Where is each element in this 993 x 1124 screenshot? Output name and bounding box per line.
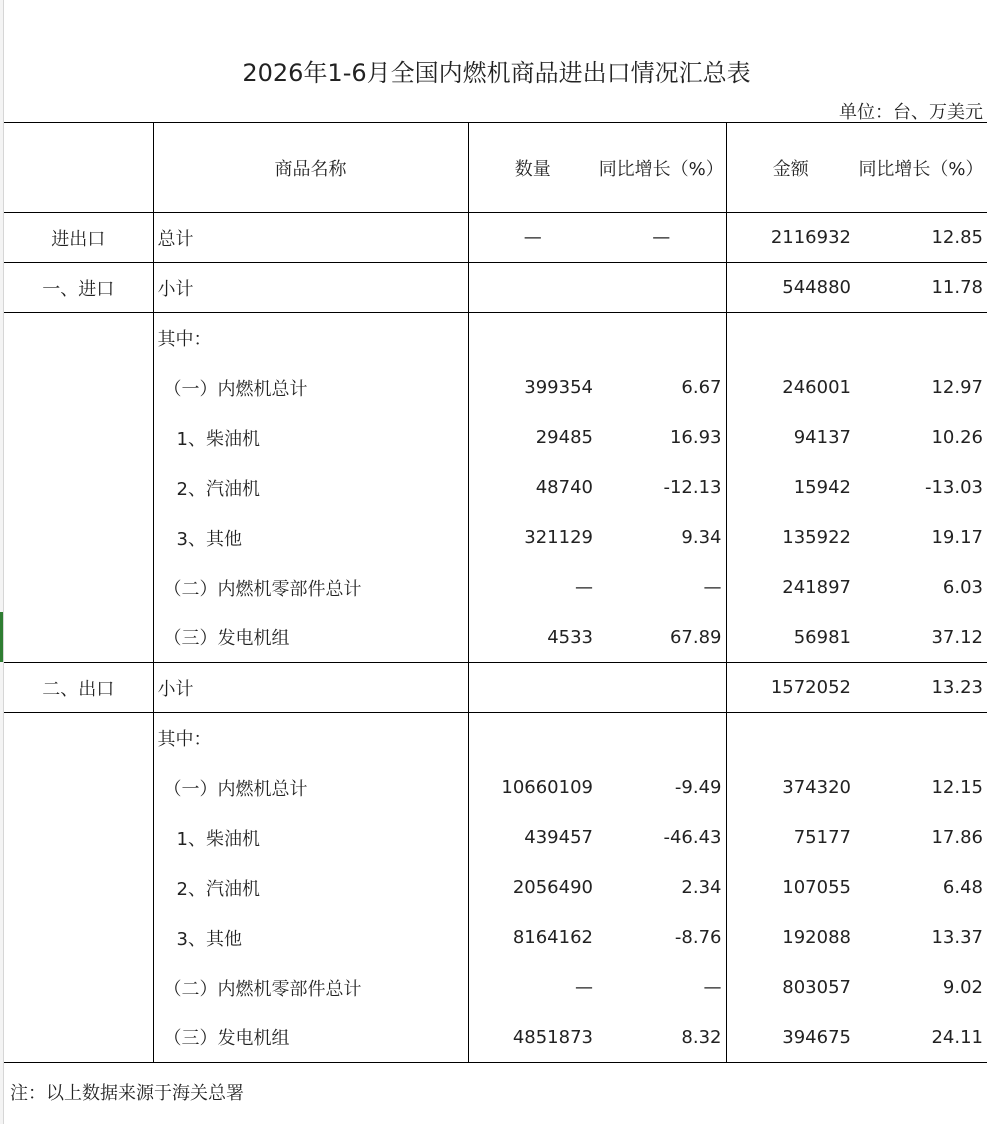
qty-cell: 4533 <box>468 613 597 663</box>
amount-yoy-cell: 10.26 <box>931 427 983 448</box>
amount-cell: 56981 <box>726 613 855 663</box>
amount-yoy-cell: -13.03 <box>924 477 983 498</box>
amount-cell: 94137 <box>793 427 851 448</box>
qty-cell: — <box>575 577 593 598</box>
qty-yoy-cell: — <box>597 563 726 613</box>
qty-cell: 4851873 <box>468 1013 597 1063</box>
amount-yoy-cell: 24.11 <box>855 1013 987 1063</box>
qty-cell: 8164162 <box>512 927 593 948</box>
amount-yoy-cell: 19.17 <box>931 527 983 548</box>
item-name-cell: 其中： <box>153 313 468 363</box>
amount-yoy-cell: 11.78 <box>855 263 987 313</box>
amount-yoy-cell: 13.37 <box>931 927 983 948</box>
qty-cell: 48740 <box>535 477 593 498</box>
qty-yoy-cell: 16.93 <box>597 413 726 463</box>
amount-yoy-cell: 6.48 <box>942 877 983 898</box>
qty-yoy-cell: 9.34 <box>597 513 726 563</box>
item-name-cell: 3、其他 <box>153 513 468 563</box>
amount-cell: 107055 <box>782 877 851 898</box>
qty-yoy-cell <box>597 663 726 713</box>
qty-yoy-cell: -8.76 <box>597 913 726 963</box>
unit-label: 单位：台、万美元 <box>839 102 983 123</box>
amount-yoy-cell: 12.97 <box>931 377 983 398</box>
header-name: 商品名称 <box>153 123 468 213</box>
qty-yoy-cell: 8.32 <box>597 1013 726 1063</box>
qty-cell <box>468 263 597 313</box>
item-name-cell: 1、柴油机 <box>153 813 468 863</box>
qty-cell: 2056490 <box>512 877 593 898</box>
qty-yoy-cell: -46.43 <box>597 813 726 863</box>
qty-cell: — <box>575 977 593 998</box>
amount-yoy-cell: 12.15 <box>931 777 983 798</box>
item-name-cell: 1、柴油机 <box>153 413 468 463</box>
table-row-export-subtotal <box>4 663 987 713</box>
qty-cell: 29485 <box>535 427 593 448</box>
item-name-cell: （一）内燃机总计 <box>153 363 468 413</box>
category-cell <box>4 313 153 663</box>
amount-cell: 246001 <box>782 377 851 398</box>
amount-yoy-cell <box>855 713 987 763</box>
qty-cell <box>468 663 597 713</box>
category-cell: 进出口 <box>4 213 153 263</box>
qty-yoy-cell: 6.67 <box>597 363 726 413</box>
table-row <box>4 313 987 363</box>
amount-yoy-cell: 9.02 <box>942 977 983 998</box>
header-category-cell <box>4 123 153 213</box>
header-qty-yoy: 同比增长（%） <box>597 123 726 213</box>
item-name-cell: 2、汽油机 <box>153 463 468 513</box>
qty-cell: 321129 <box>524 527 593 548</box>
qty-yoy-cell: — <box>597 963 726 1013</box>
item-name-cell: 其中： <box>153 713 468 763</box>
source-note: 注：以上数据来源于海关总署 <box>10 1083 244 1104</box>
item-name-cell: 2、汽油机 <box>153 863 468 913</box>
amount-cell: 803057 <box>782 977 851 998</box>
header-amount-yoy: 同比增长（%） <box>855 123 987 213</box>
qty-yoy-cell: 67.89 <box>597 613 726 663</box>
summary-table <box>4 122 987 1063</box>
item-name-cell: 3、其他 <box>153 913 468 963</box>
amount-cell: 544880 <box>726 263 855 313</box>
amount-yoy-cell: 37.12 <box>855 613 987 663</box>
item-name-cell: （二）内燃机零部件总计 <box>153 963 468 1013</box>
qty-yoy-cell: -9.49 <box>597 763 726 813</box>
header-amount: 金额 <box>726 123 855 213</box>
qty-yoy-cell <box>597 313 726 363</box>
category-cell <box>4 713 153 1063</box>
amount-cell: 394675 <box>726 1013 855 1063</box>
qty-yoy-cell: — <box>597 213 726 263</box>
amount-cell: 135922 <box>782 527 851 548</box>
row-selection-marker <box>0 612 3 662</box>
amount-yoy-cell <box>855 313 987 363</box>
item-name-cell: 总计 <box>153 213 468 263</box>
qty-cell <box>468 713 597 763</box>
item-name-cell: 小计 <box>153 663 468 713</box>
amount-cell: 2116932 <box>726 213 855 263</box>
qty-cell <box>468 313 597 363</box>
item-name-cell: 小计 <box>153 263 468 313</box>
category-cell: 一、进口 <box>4 263 153 313</box>
item-name-cell: （二）内燃机零部件总计 <box>153 563 468 613</box>
table-row-total <box>4 213 987 263</box>
header-row <box>4 123 987 213</box>
amount-cell: 241897 <box>782 577 851 598</box>
amount-cell <box>726 313 855 363</box>
qty-yoy-cell: -12.13 <box>597 463 726 513</box>
amount-cell: 15942 <box>793 477 851 498</box>
amount-cell: 75177 <box>793 827 851 848</box>
amount-cell: 192088 <box>782 927 851 948</box>
header-qty: 数量 <box>468 123 597 213</box>
amount-cell: 374320 <box>782 777 851 798</box>
amount-cell: 1572052 <box>726 663 855 713</box>
table-title: 2026年1-6月全国内燃机商品进出口情况汇总表 <box>242 59 751 87</box>
amount-yoy-cell: 17.86 <box>931 827 983 848</box>
item-name-cell: （三）发电机组 <box>153 613 468 663</box>
qty-cell: 10660109 <box>501 777 593 798</box>
qty-cell: 439457 <box>524 827 593 848</box>
qty-cell: 399354 <box>524 377 593 398</box>
amount-yoy-cell: 13.23 <box>855 663 987 713</box>
qty-cell: — <box>468 213 597 263</box>
table-row <box>4 713 987 763</box>
amount-yoy-cell: 6.03 <box>942 577 983 598</box>
table-row-import-subtotal <box>4 263 987 313</box>
qty-yoy-cell <box>597 263 726 313</box>
item-name-cell: （三）发电机组 <box>153 1013 468 1063</box>
category-cell: 二、出口 <box>4 663 153 713</box>
qty-yoy-cell: 2.34 <box>597 863 726 913</box>
amount-cell <box>726 713 855 763</box>
item-name-cell: （一）内燃机总计 <box>153 763 468 813</box>
qty-yoy-cell <box>597 713 726 763</box>
amount-yoy-cell: 12.85 <box>855 213 987 263</box>
